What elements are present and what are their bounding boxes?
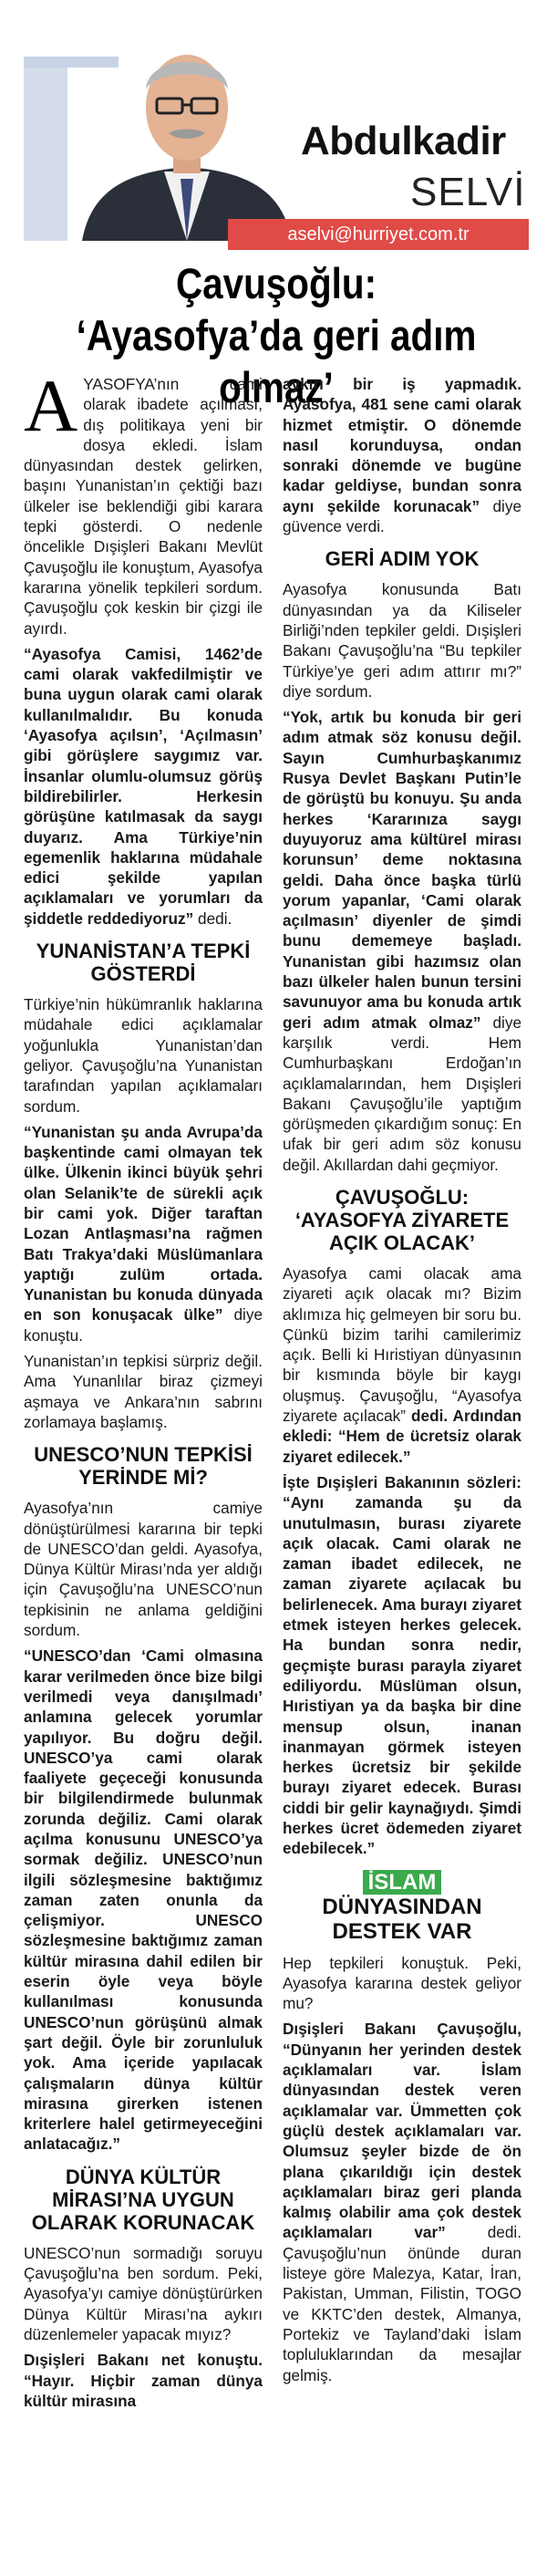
paragraph: Yunanistan’ın tepkisi sürpriz değil. Ama Yunanlılar biraz çizmeyi aşmaya ve Ankara’nın sabrını zorlamaya başlamış. [24,1352,263,1431]
paragraph-text: YASOFYA’nın cami olarak ibadete açılması, dış politikaya yeni bir dosya ekledi. İslam dünyasından destek gelirken, başını Yunanistan’ın çektiği bazı ülkeler ise beklendiği gibi karara tepki gösterdi. O nedenle öncelikle Dışişleri Bakanı Mevlüt Çavuşoğlu ile konuştum, Ayasofya kararına yönelik tepkileri sordum. Çavuşoğlu çok keskin bir çizgi ile ayırdı. [24,375,263,638]
paragraph: Ayasofya konusunda Batı dünyasından ya da Kiliseler Birliği’nden tepkiler geldi. Dışişleri Bakanı Çavuşoğlu’na “Bu tepkiler Türkiye’ye geri adım attırır mı?” diye sordum. [283,580,521,701]
columnist-first-name: Abdulkadir [301,119,506,163]
columnist-photo [73,16,301,241]
quote-attribution: dedi. Ardından ekledi: “Hem de ücretsiz olarak ziyaret edilecek.” [283,1407,521,1466]
paragraph-text: Ayasofya cami olacak ama ziyareti açık olacak mı? Bizim aklımıza hiç gelmeyen bir soru bu. Çünkü bizim tarihi camilerimiz açık. Belli ki Hıristiyan dünyasının bir kısmında böyle bir kaygı oluşmuş. Çavuşoğlu, “Ayasofya ziyarete açılacak” [283,1263,521,1426]
paragraph: Hep tepkileri konuştuk. Peki, Ayasofya kararına destek geliyor mu? [283,1953,521,2013]
quote-attribution: dedi. Çavuşoğlu’nun önünde duran listeye göre Malezya, Katar, İran, Pakistan, Umman, Filistin, TOGO ve KKTC’den destek, Almanya, Portekiz ve Tayland’daki İslam topluluklarından da mesajlar gelmiş. [283,2223,521,2384]
quote-text: “Yunanistan şu anda Avrupa’da başkentinde cami olmayan tek ülke. Ülkenin ikinci büyük şehri olan Selanik’te de sürekli açık bir cami yok. Diğer taraftan Lozan Antlaşması’na rağmen Batı Trakya’daki Müslümanlara yaptığı zulüm ortada. Yunanistan bu konuda dünyada en son konuşacak ülke” [24,1122,263,1324]
paragraph: Türkiye’nin hükümranlık haklarına müdahale edici açıklamalar yoğunlukla Yunanistan’dan geliyor. Çavuşoğlu’na Yunanistan tarafından yapılan açıklamaları sordum. [24,995,263,1116]
quote-attribution: diye güvence verdi. [283,496,521,536]
subheading-islamic-support [283,1870,521,1944]
portrait-illustration [73,16,301,241]
decor-bar-left [24,68,67,241]
quote-text: aykırı bir iş yapmadık. Ayasofya, 481 sene cami olarak hizmet etmiştir. O dönemde nasıl korunduysa, ondan sonraki dönemde ve bugüne kadar geldiyse, bundan sonra aynı şekilde korunacak” [283,375,521,515]
quote-paragraph [24,644,263,929]
article-column-left [24,364,263,2416]
subheading-open-to-visit: ÇAVUŞOĞLU: ‘AYASOFYA ZİYARETE AÇIK OLACAK’ [294,1185,510,1254]
quote-text: “Yok, artık bu konuda bir geri adım atmak söz konusu değil. Sayın Cumhurbaşkanımız Rusya Devlet Başkanı Putin’le de görüştü bu konuyu. Şu anda herkes ‘Kararınıza saygı duyuyoruz ama kültürel mirası korunsun’ deme noktasına geldi. Daha önce başka türlü yorum yapanlar, ‘Cami olarak açılmasın’ diyenler de şimdi bunu dememeye başladı. Yunanistan gibi hazımsız olan bazı ülkeler halen bunun tersini savunuyor ama bu konuda artık geri adım atmak olmaz” [283,708,521,1032]
intro-paragraph [24,364,263,639]
quote-attribution: dedi. [198,909,232,928]
quote-attribution: diye konuştu. [24,1305,263,1345]
quote-text: Dışişleri Bakanı Çavuşoğlu, “Dünyanın her yerinden destek açıklamaları var. İslam dünyasından destek veren açıklamalar var. Ümmetten çok güçlü destek açıklamaları var. Olumsuz şeyler bizde de ön plana çıkarıldığı için destek açıklamaları biraz geri planda kalmış olabilir ama çok destek açıklamaları var” [283,2020,521,2242]
drop-cap: A [24,364,78,447]
quote-paragraph [283,2019,521,2384]
quote-paragraph: “UNESCO’dan ‘Cami olmasına karar verilmeden önce bize bilgi verilmedi veya danışılmadı’ anlamına gelecek yorumlar yapılıyor. Bu doğru değil. UNESCO’ya cami olarak faaliyete geçeceği konusunda bir bilgilendirmede bulunmak zorunda değiliz. Cami olarak açılma konusunu UNESCO’ya sormak değiliz. UNESCO’nun ilgili sözleşmesine baktığımız zaman zaten onunla da çelişmiyor. UNESCO sözleşmesine baktığımız zaman kültür mirasına dahil edilen bir eserin öyle veya böyle kullanılması konusunda UNESCO’nun görüşünü almak şart değil. Öyle bir zorunluluk yok. Ama içeride yapılacak çalışmaların dünya kültür mirasına girerken istenen kriterlere halel getirmeyeceğini anlatacağız.” [24,1646,263,2154]
quote-paragraph: İşte Dışişleri Bakanının sözleri: “Aynı zamanda şu da unutulmasın, burası ziyarete açık olacak. Cami olarak ne zaman ibadet edilecek, ne zaman ziyarete açılacak bu belirlenecek. Ama burayı ziyaret etmek isteyen herkes gelecek. Ha bundan sonra nedir, geçmişte burası parayla ziyaret ediliyordu. Müslüman olsun, Hıristiyan ya da başka bir dine mensup olsun, inanan inanmayan görmek isteyen herkes ücretsiz bir şekilde burayı ziyaret edecek. Burası ciddi bir gelir kaynağıydı. Şimdi herkes ücret ödemeden ziyaret edebilecek.” [283,1472,521,1858]
quote-text: “Ayasofya Camisi, 1462’de cami olarak vakfedilmiştir ve buna uygun olarak cami olarak kullanılmalıdır. Bu konuda ‘Ayasofya açılsın’, ‘Açılmasın’ gibi görüşlere saygımız var. İnsanlar olumlu-olumsuz görüş bildirebilirler. Herkesin görüşüne katılmasak da saygı duyarız. Ama Türkiye’nin egemenlik haklarına müdahale edici şekilde yapılan açıklamaları ve yorumları da şiddetle reddediyoruz” [24,644,263,928]
article-column-right [283,374,521,2391]
paragraph: UNESCO’nun sormadığı soruyu Çavuşoğlu’na ben sordum. Peki, Ayasofya’yı camiye dönüştürürken Dünya Kültür Mirası’na aykırı düzenlemeler yapacak mıyız? [24,2243,263,2343]
quote-paragraph [283,707,521,1175]
subheading-no-retreat: GERİ ADIM YOK [325,547,480,571]
quote-paragraph [24,1122,263,1345]
column-header [0,0,547,244]
paragraph [283,1263,521,1467]
quote-paragraph [283,374,521,536]
columnist-email[interactable]: aselvi@hurriyet.com.tr [228,219,529,250]
subheading-unesco: UNESCO’NUN TEPKİSİ YERİNDE Mİ? [34,1443,253,1490]
subheading-greece: YUNANİSTAN’A TEPKİ GÖSTERDİ [36,940,251,986]
paragraph: Ayasofya’nın camiye dönüştürülmesi kararına bir tepki de UNESCO’dan geldi. Ayasofya, Dünya Kültür Mirası’nda yer aldığı için Çavuşoğlu’na UNESCO’nun tepkisinin ne anlama geldiğini sordum. [24,1499,263,1640]
article-headline: Çavuşoğlu: ‘Ayasofya’da geri adım olmaz’ [76,259,477,411]
quote-attribution: diye karşılık verdi. Hem Cumhurbaşkanı Erdoğan’ın açıklamalarından, hem Dışişleri Bakanı Çavuşoğlu’ile yaptığım görüşmeden çıkardığım sonuç: En ufak bir geri adım söz konusu değil. Akıllardan dahi geçmiyor. [283,1013,521,1174]
subheading-world-heritage: DÜNYA KÜLTÜR MİRASI’NA UYGUN OLARAK KORUNACAK [31,2165,255,2234]
islam-tag: İSLAM [363,1870,442,1895]
columnist-last-name: SELVİ [410,170,526,214]
subheading-text: DÜNYASINDAN DESTEK VAR [322,1894,482,1944]
quote-paragraph: Dışişleri Bakanı net konuştu. “Hayır. Hiçbir zaman dünya kültür mirasına [24,2351,263,2410]
